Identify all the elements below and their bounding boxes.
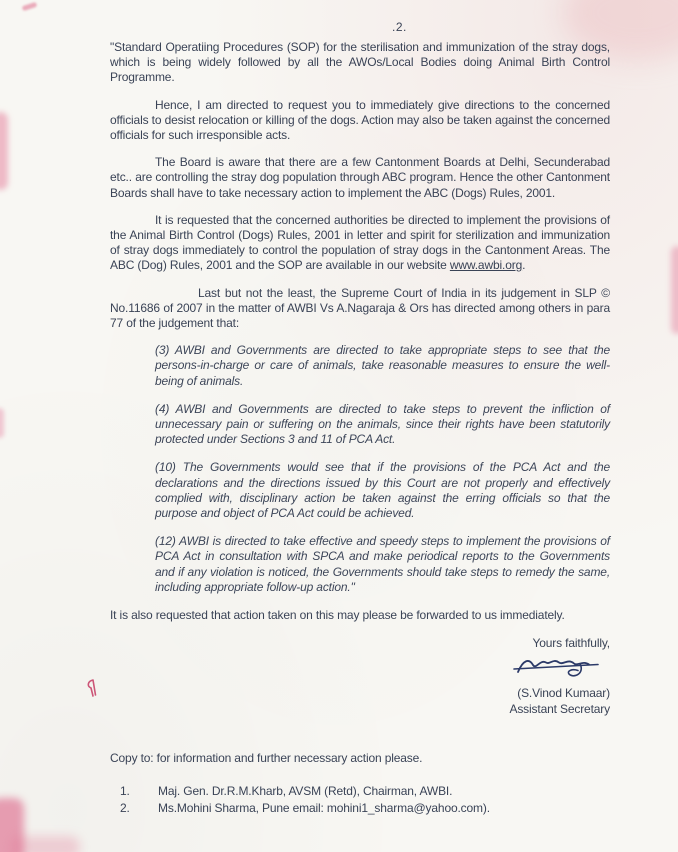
judgement-quote-4: (4) AWBI and Governments are directed to take steps to prevent the infliction of unnecessary pain or suffering on the animals, since their rights have been statutorily protected under Sections 3 and 11 of PCA Act. xyxy=(155,401,610,447)
closing-request-line: It is also requested that action taken on this may please be forwarded to us immediately. xyxy=(110,608,565,623)
signature-salutation: Yours faithfully, xyxy=(532,636,610,651)
paragraph-cantonment-boards: The Board is aware that there are a few Cantonment Boards at Delhi, Secunderabad etc.. are controlling the stray dog population through ABC program. Hence the other Cantonment Boards shall have to take necessary action to implement the ABC (Dogs) Rules, 2001. xyxy=(110,155,610,200)
scan-smudge-left-edge-2 xyxy=(0,408,4,438)
paragraph-abc-rules xyxy=(110,213,610,274)
judgement-quote-12: (12) AWBI is directed to take effective and speedy steps to implement the provisions of PCA Act in consultation with SPCA and make periodical reports to the Governments and if any violation is noticed, the Governments should take steps to remedy the same, including appropriate follow-up action." xyxy=(155,534,610,594)
letter-body xyxy=(110,40,610,818)
judgement-quote-3: (3) AWBI and Governments are directed to take appropriate steps to see that the persons-in-charge or care of animals, take reasonable measures to ensure the well-being of animals. xyxy=(155,343,610,388)
copy-item-text: Ms.Mohini Sharma, Pune email: mohini1_sharma@yahoo.com). xyxy=(158,800,490,815)
paragraph-directions: Hence, I am directed to request you to immediately give directions to the concerned officials to desist relocation or killing of the dogs. Action may also be taken against the concerned officials for such irresponsible acts. xyxy=(110,97,610,143)
scan-smudge-right-edge xyxy=(671,246,678,334)
scan-smudge-left-edge xyxy=(0,112,8,190)
copy-to-section xyxy=(110,751,610,816)
copy-item-text: Maj. Gen. Dr.R.M.Kharb, AVSM (Retd), Chairman, AWBI. xyxy=(158,783,453,798)
paragraph-supreme-court: Last but not the least, the Supreme Court of India in its judgement in SLP © No.11686 of 2007 in the matter of AWBI Vs A.Nagaraja & Ors has directed among others in para 77 of the judgement that: xyxy=(110,285,610,331)
paragraph-abc-rules-period: . xyxy=(522,258,526,273)
paragraph-sop: "Standard Operatiing Procedures (SOP) for the sterilisation and immunization of the stray dogs, which is being widely followed by all the AWOs/Local Bodies doing Animal Birth Control Programme. xyxy=(110,40,610,85)
awbi-website-link[interactable]: www.awbi.org xyxy=(449,258,523,273)
signature-block xyxy=(110,635,610,717)
handwritten-signature xyxy=(512,653,604,685)
copy-item-number: 1. xyxy=(120,783,130,798)
copy-to-item xyxy=(120,801,610,816)
copy-to-item xyxy=(120,784,610,799)
copy-item-number: 2. xyxy=(120,800,130,815)
scan-smudge-top-left xyxy=(22,2,38,11)
page-number: .2. xyxy=(392,20,407,34)
copy-to-label: Copy to: for information and further necessary action please. xyxy=(110,751,423,766)
signatory-name: (S.Vinod Kumaar) xyxy=(517,686,610,701)
scan-smudge-bottom-left-2 xyxy=(10,836,80,852)
signatory-title: Assistant Secretary xyxy=(509,702,610,717)
scan-smudge-bottom-left xyxy=(0,798,24,852)
paragraph-abc-rules-text: It is requested that the concerned authorities be directed to implement the provisions of the Animal Birth Control (Dogs) Rules, 2001 in letter and spirit for sterilization and immunization of stray dogs immediately to control the population of stray dogs in the Cantonment Areas. The ABC (Dog) Rules, 2001 and the SOP are available in our website xyxy=(110,212,610,273)
red-pen-mark xyxy=(84,678,100,705)
judgement-quote-10: (10) The Governments would see that if the provisions of the PCA Act and the declarations and the directions issued by this Court are not properly and effectively complied with, disciplinary action be taken against the erring officials so that the purpose and object of PCA Act could be achieved. xyxy=(155,460,610,521)
